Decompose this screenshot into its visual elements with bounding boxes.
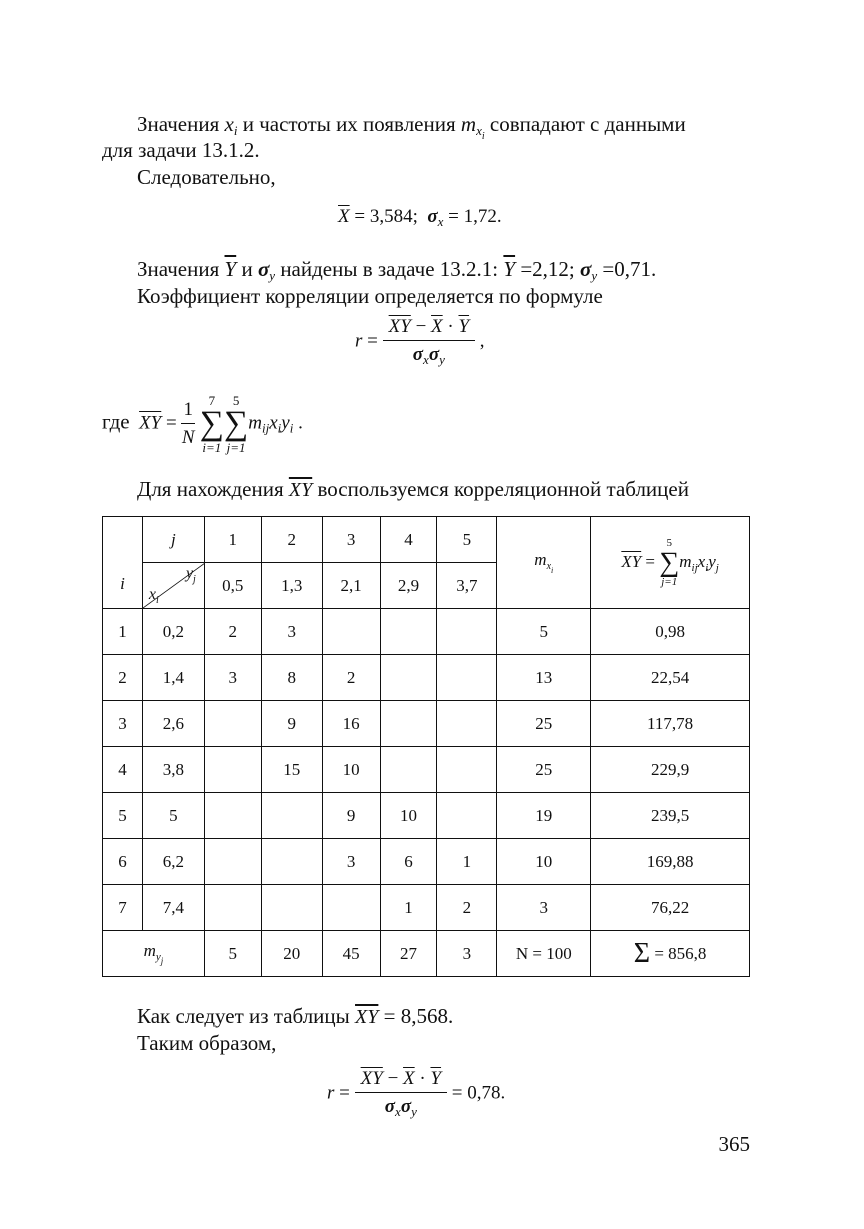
frequency-cell: 10 bbox=[322, 747, 380, 793]
frequency-cell bbox=[380, 655, 437, 701]
frequency-cell bbox=[380, 609, 437, 655]
xy-value: 22,54 bbox=[591, 655, 750, 701]
sigma-symbol: Σ bbox=[633, 937, 651, 969]
header-row-j bbox=[103, 517, 750, 563]
table-row bbox=[103, 701, 750, 747]
frequency-cell: 2 bbox=[322, 655, 380, 701]
header-j: j bbox=[142, 517, 204, 563]
header-xy-sum: $\overline{XY}$ = 5 ∑ j=1 $m_{ij}x_iy_j$ bbox=[591, 517, 750, 609]
text: совпадают с данными bbox=[484, 112, 686, 136]
header-diagonal-cell: $y_j$ $x_i$ bbox=[142, 563, 204, 609]
row-index: 3 bbox=[103, 701, 143, 747]
word-where: где bbox=[102, 409, 130, 434]
frequency-cell: 16 bbox=[322, 701, 380, 747]
frequency-cell: 2 bbox=[437, 885, 497, 931]
text: воспользуемся корреляционной таблицей bbox=[317, 477, 689, 501]
frequency-cell bbox=[261, 793, 322, 839]
xy-value: 76,22 bbox=[591, 885, 750, 931]
frequency-cell bbox=[437, 747, 497, 793]
fraction-1-over-N: $\frac{1}{N}$ bbox=[181, 399, 195, 448]
frequency-cell bbox=[437, 655, 497, 701]
frequency-cell bbox=[437, 609, 497, 655]
equation-means: $\overline{X} = 3,584$; $\sigma_x = 1,72$. bbox=[338, 206, 502, 229]
correlation-table bbox=[102, 516, 750, 977]
paragraph-4: Коэффициент корреляции определяется по формуле bbox=[137, 284, 603, 308]
paragraph-7: Таким образом, bbox=[137, 1031, 277, 1055]
my-value: 45 bbox=[322, 931, 380, 977]
page-number: 365 bbox=[718, 1132, 750, 1156]
j-value: 2 bbox=[261, 517, 322, 563]
text: Как следует из таблицы bbox=[137, 1004, 356, 1028]
table-row bbox=[103, 655, 750, 701]
frequency-cell bbox=[437, 701, 497, 747]
x-value: 5 bbox=[142, 793, 204, 839]
fraction: $\frac{\overline{XY} - \overline{X} \cdot \overline{Y}}{\sigma_x\sigma_y}$ bbox=[355, 1068, 447, 1120]
frequency-cell bbox=[380, 701, 437, 747]
frequency-cell: 6 bbox=[380, 839, 437, 885]
text: =2,12; bbox=[515, 257, 581, 281]
x-value: 6,2 bbox=[142, 839, 204, 885]
mx-value: 10 bbox=[497, 839, 591, 885]
frequency-cell: 1 bbox=[380, 885, 437, 931]
result: = 0,78. bbox=[451, 1082, 506, 1104]
frequency-cell bbox=[322, 609, 380, 655]
frequency-cell: 10 bbox=[380, 793, 437, 839]
frequency-cell bbox=[204, 839, 261, 885]
frequency-cell bbox=[437, 793, 497, 839]
paragraph-6: Как следует из таблицы $\overline{XY} = 8,568$. bbox=[137, 1004, 454, 1028]
xy-value: 229,9 bbox=[591, 747, 750, 793]
frequency-cell: 9 bbox=[322, 793, 380, 839]
sum-value: = 856,8 bbox=[654, 943, 707, 963]
paragraph-2: Следовательно, bbox=[137, 165, 276, 189]
x-value: 7,4 bbox=[142, 885, 204, 931]
y-value: 1,3 bbox=[261, 563, 322, 609]
my-value: 3 bbox=[437, 931, 497, 977]
formula-r: r = $\frac{\overline{XY} - \overline{X} \cdot \overline{Y}}{\sigma_x\sigma_y}$ , bbox=[355, 316, 485, 367]
frequency-cell bbox=[261, 839, 322, 885]
text: найдены в задаче 13.2.1: bbox=[275, 257, 504, 281]
mx-value: 3 bbox=[497, 885, 591, 931]
mx-value: 25 bbox=[497, 747, 591, 793]
mx-value: 5 bbox=[497, 609, 591, 655]
mx-value: 13 bbox=[497, 655, 591, 701]
row-index: 7 bbox=[103, 885, 143, 931]
table-row bbox=[103, 839, 750, 885]
my-value: 5 bbox=[204, 931, 261, 977]
row-index: 4 bbox=[103, 747, 143, 793]
frequency-cell bbox=[204, 747, 261, 793]
fraction: $\frac{\overline{XY} - \overline{X} \cdot \overline{Y}}{\sigma_x\sigma_y}$ bbox=[383, 316, 475, 368]
my-value: 20 bbox=[261, 931, 322, 977]
header-i: i bbox=[103, 517, 143, 609]
y-value: 0,5 bbox=[204, 563, 261, 609]
y-value: 2,1 bbox=[322, 563, 380, 609]
m-symbol: m bbox=[143, 941, 156, 960]
frequency-cell: 2 bbox=[204, 609, 261, 655]
table-row bbox=[103, 609, 750, 655]
frequency-cell: 15 bbox=[261, 747, 322, 793]
j-value: 3 bbox=[322, 517, 380, 563]
my-value: 27 bbox=[380, 931, 437, 977]
frequency-cell: 3 bbox=[322, 839, 380, 885]
row-index: 5 bbox=[103, 793, 143, 839]
mx-value: 25 bbox=[497, 701, 591, 747]
y-value: 3,7 bbox=[437, 563, 497, 609]
row-index: 6 bbox=[103, 839, 143, 885]
frequency-cell bbox=[204, 793, 261, 839]
row-index: 2 bbox=[103, 655, 143, 701]
mx-value: 19 bbox=[497, 793, 591, 839]
j-value: 4 bbox=[380, 517, 437, 563]
text: =0,71. bbox=[597, 257, 657, 281]
formula-final: r = $\frac{\overline{XY} - \overline{X} \cdot \overline{Y}}{\sigma_x\sigma_y}$ = 0,78. bbox=[327, 1068, 506, 1119]
frequency-cell: 3 bbox=[204, 655, 261, 701]
total-sum bbox=[591, 931, 750, 977]
header-mx: $m_{x_i}$ bbox=[497, 517, 591, 609]
j-value: 1 bbox=[204, 517, 261, 563]
frequency-cell bbox=[322, 885, 380, 931]
xy-value: 239,5 bbox=[591, 793, 750, 839]
x-value: 0,2 bbox=[142, 609, 204, 655]
table-row bbox=[103, 793, 750, 839]
sum-symbol: 5 ∑ j=1 bbox=[659, 536, 680, 588]
frequency-cell: 1 bbox=[437, 839, 497, 885]
text: и bbox=[236, 257, 258, 281]
x-value: 3,8 bbox=[142, 747, 204, 793]
xy-value: 169,88 bbox=[591, 839, 750, 885]
footer-my-label: $m_{y_j}$ bbox=[103, 931, 205, 977]
xy-value: 117,78 bbox=[591, 701, 750, 747]
paragraph-5: Для нахождения $\overline{XY}$ воспользуемся корреляционной таблицей bbox=[137, 477, 689, 501]
paragraph-1-line-2: для задачи 13.1.2. bbox=[102, 138, 260, 162]
y-value: 2,9 bbox=[380, 563, 437, 609]
table-row bbox=[103, 885, 750, 931]
text: Значения bbox=[137, 257, 225, 281]
row-index: 1 bbox=[103, 609, 143, 655]
paragraph-3: Значения $\overline{Y}$ и $\sigma_y$ найдены в задаче 13.2.1: $\overline{Y} =2,12$; $\sigma_y =0,71$. bbox=[137, 257, 657, 283]
frequency-cell: 3 bbox=[261, 609, 322, 655]
var-m: m bbox=[460, 112, 477, 136]
frequency-cell: 9 bbox=[261, 701, 322, 747]
formula-xy-definition: где $\overline{XY}$ = $\frac{1}{N}$ 7 ∑ i=1 5 ∑ j=1 $m_{ij}x_iy_i$ . bbox=[102, 393, 303, 455]
frequency-cell bbox=[261, 885, 322, 931]
frequency-cell bbox=[380, 747, 437, 793]
paragraph-1-line-1: Значения $x_i$ и частоты их появления $m_{x_i}$ совпадают с данными bbox=[137, 112, 686, 142]
sum-j: 5 ∑ j=1 bbox=[223, 393, 249, 455]
table-row bbox=[103, 747, 750, 793]
text: Значения bbox=[137, 112, 225, 136]
frequency-cell bbox=[204, 701, 261, 747]
total-N: N = 100 bbox=[497, 931, 591, 977]
m-symbol: m bbox=[534, 550, 547, 569]
j-value: 5 bbox=[437, 517, 497, 563]
var-x: x bbox=[224, 112, 234, 136]
footer-row bbox=[103, 931, 750, 977]
frequency-cell: 8 bbox=[261, 655, 322, 701]
x-value: 2,6 bbox=[142, 701, 204, 747]
text: = 8,568. bbox=[378, 1004, 454, 1028]
xy-value: 0,98 bbox=[591, 609, 750, 655]
text: и частоты их появления bbox=[237, 112, 461, 136]
sum-i: 7 ∑ i=1 bbox=[199, 393, 224, 455]
x-value: 1,4 bbox=[142, 655, 204, 701]
text: Для нахождения bbox=[137, 477, 289, 501]
frequency-cell bbox=[204, 885, 261, 931]
